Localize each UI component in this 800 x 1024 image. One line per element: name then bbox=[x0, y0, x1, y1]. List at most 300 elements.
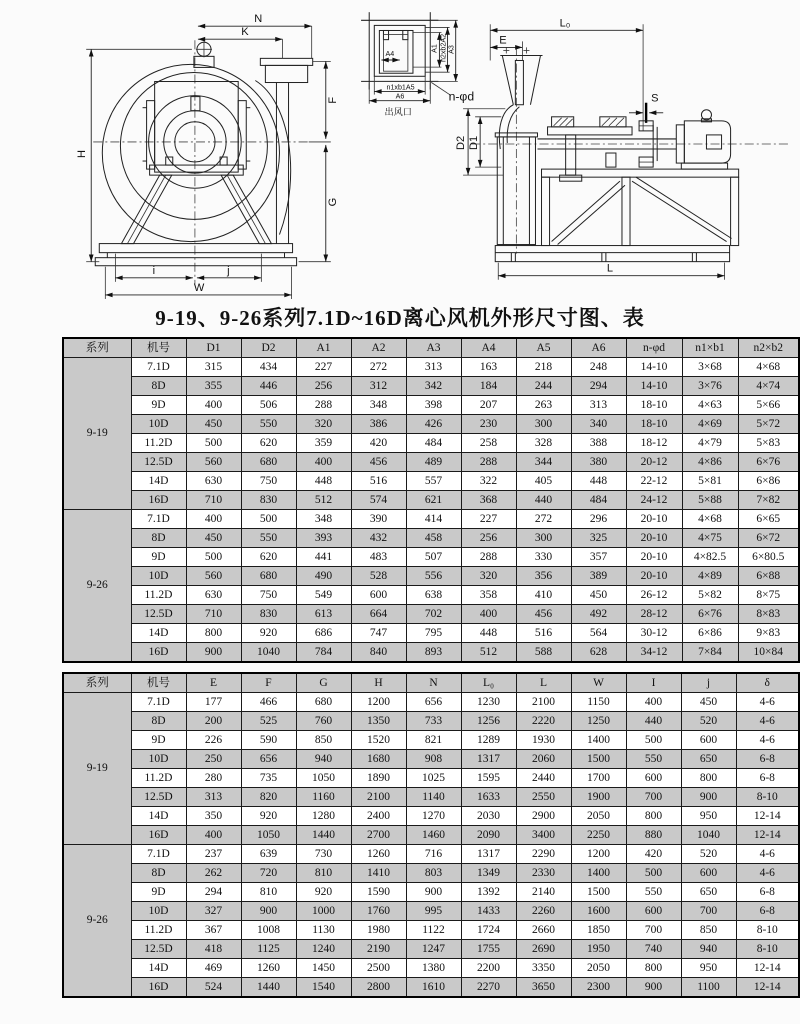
value-cell: 528 bbox=[351, 567, 406, 586]
value-cell: 6-8 bbox=[736, 750, 799, 769]
value-cell: 1760 bbox=[351, 902, 406, 921]
model-cell: 7.1D bbox=[131, 693, 186, 712]
model-cell: 16D bbox=[131, 978, 186, 998]
column-header: E bbox=[186, 673, 241, 693]
value-cell: 6×86 bbox=[682, 624, 738, 643]
value-cell: 4×82.5 bbox=[682, 548, 738, 567]
value-cell: 448 bbox=[571, 472, 626, 491]
value-cell: 14-10 bbox=[626, 358, 682, 377]
dim-label-a6: A6 bbox=[395, 92, 405, 101]
value-cell: 315 bbox=[186, 358, 241, 377]
table-row bbox=[63, 940, 799, 959]
value-cell: 483 bbox=[351, 548, 406, 567]
value-cell: 620 bbox=[241, 434, 296, 453]
table-row bbox=[63, 750, 799, 769]
table-row bbox=[63, 883, 799, 902]
value-cell: 2800 bbox=[351, 978, 406, 998]
value-cell: 12-14 bbox=[736, 826, 799, 845]
value-cell: 2400 bbox=[351, 807, 406, 826]
dim-label-d1: D1 bbox=[468, 135, 481, 150]
value-cell: 441 bbox=[296, 548, 351, 567]
value-cell: 294 bbox=[571, 377, 626, 396]
value-cell: 524 bbox=[186, 978, 241, 998]
value-cell: 489 bbox=[406, 453, 461, 472]
series-cell: 9-19 bbox=[63, 358, 131, 510]
table-row bbox=[63, 377, 799, 396]
value-cell: 735 bbox=[241, 769, 296, 788]
value-cell: 1460 bbox=[406, 826, 461, 845]
value-cell: 26-12 bbox=[626, 586, 682, 605]
value-cell: 432 bbox=[351, 529, 406, 548]
value-cell: 184 bbox=[461, 377, 516, 396]
value-cell: 163 bbox=[461, 358, 516, 377]
value-cell: 18-10 bbox=[626, 396, 682, 415]
value-cell: 10×84 bbox=[738, 643, 799, 663]
value-cell: 506 bbox=[241, 396, 296, 415]
column-header: H bbox=[351, 673, 406, 693]
table-row bbox=[63, 731, 799, 750]
value-cell: 1950 bbox=[571, 940, 626, 959]
column-header: A5 bbox=[516, 338, 571, 358]
model-cell: 7.1D bbox=[131, 845, 186, 864]
value-cell: 256 bbox=[461, 529, 516, 548]
column-header: n-φd bbox=[626, 338, 682, 358]
value-cell: 380 bbox=[571, 453, 626, 472]
model-cell: 7.1D bbox=[131, 510, 186, 529]
flange-dimensions-table-wrap bbox=[62, 337, 798, 663]
value-cell: 6-8 bbox=[736, 902, 799, 921]
table-row bbox=[63, 845, 799, 864]
value-cell: 564 bbox=[571, 624, 626, 643]
value-cell: 325 bbox=[571, 529, 626, 548]
model-cell: 14D bbox=[131, 472, 186, 491]
value-cell: 400 bbox=[186, 396, 241, 415]
value-cell: 2250 bbox=[571, 826, 626, 845]
value-cell: 3×76 bbox=[682, 377, 738, 396]
value-cell: 18-12 bbox=[626, 434, 682, 453]
value-cell: 630 bbox=[186, 586, 241, 605]
value-cell: 434 bbox=[241, 358, 296, 377]
fan-front-view-drawing bbox=[56, 4, 360, 306]
value-cell: 800 bbox=[186, 624, 241, 643]
value-cell: 8-10 bbox=[736, 940, 799, 959]
value-cell: 750 bbox=[241, 586, 296, 605]
model-cell: 10D bbox=[131, 415, 186, 434]
column-header: A3 bbox=[406, 338, 461, 358]
value-cell: 1610 bbox=[406, 978, 461, 998]
value-cell: 1930 bbox=[516, 731, 571, 750]
value-cell: 2090 bbox=[461, 826, 516, 845]
model-cell: 11.2D bbox=[131, 586, 186, 605]
value-cell: 313 bbox=[186, 788, 241, 807]
value-cell: 656 bbox=[241, 750, 296, 769]
value-cell: 389 bbox=[571, 567, 626, 586]
table-row bbox=[63, 959, 799, 978]
value-cell: 525 bbox=[241, 712, 296, 731]
table-row bbox=[63, 693, 799, 712]
value-cell: 330 bbox=[516, 548, 571, 567]
column-header: I bbox=[626, 673, 681, 693]
table-row bbox=[63, 396, 799, 415]
value-cell: 574 bbox=[351, 491, 406, 510]
value-cell: 628 bbox=[571, 643, 626, 663]
value-cell: 1755 bbox=[461, 940, 516, 959]
value-cell: 367 bbox=[186, 921, 241, 940]
value-cell: 600 bbox=[626, 902, 681, 921]
value-cell: 2100 bbox=[516, 693, 571, 712]
value-cell: 300 bbox=[516, 415, 571, 434]
value-cell: 328 bbox=[516, 434, 571, 453]
value-cell: 557 bbox=[406, 472, 461, 491]
value-cell: 450 bbox=[681, 693, 736, 712]
value-cell: 4×68 bbox=[682, 510, 738, 529]
table-row bbox=[63, 826, 799, 845]
outlet-caption: 出风口 bbox=[384, 106, 412, 117]
value-cell: 300 bbox=[516, 529, 571, 548]
model-cell: 8D bbox=[131, 712, 186, 731]
value-cell: 20-10 bbox=[626, 548, 682, 567]
value-cell: 450 bbox=[571, 586, 626, 605]
value-cell: 8×83 bbox=[738, 605, 799, 624]
value-cell: 900 bbox=[681, 788, 736, 807]
value-cell: 520 bbox=[681, 712, 736, 731]
value-cell: 1440 bbox=[241, 978, 296, 998]
value-cell: 359 bbox=[296, 434, 351, 453]
value-cell: 456 bbox=[516, 605, 571, 624]
value-cell: 22-12 bbox=[626, 472, 682, 491]
value-cell: 1700 bbox=[571, 769, 626, 788]
value-cell: 458 bbox=[406, 529, 461, 548]
value-cell: 4-6 bbox=[736, 712, 799, 731]
value-cell: 940 bbox=[296, 750, 351, 769]
value-cell: 450 bbox=[186, 415, 241, 434]
value-cell: 733 bbox=[406, 712, 461, 731]
table-row bbox=[63, 529, 799, 548]
value-cell: 800 bbox=[681, 769, 736, 788]
model-cell: 12.5D bbox=[131, 453, 186, 472]
value-cell: 710 bbox=[186, 491, 241, 510]
column-header: L₀ bbox=[461, 673, 516, 693]
value-cell: 356 bbox=[516, 567, 571, 586]
dim-label-l0: L₀ bbox=[559, 17, 571, 30]
column-header: 系列 bbox=[63, 338, 131, 358]
value-cell: 507 bbox=[406, 548, 461, 567]
value-cell: 1680 bbox=[351, 750, 406, 769]
value-cell: 700 bbox=[626, 921, 681, 940]
value-cell: 248 bbox=[571, 358, 626, 377]
value-cell: 1140 bbox=[406, 788, 461, 807]
dim-label-a4: A4 bbox=[385, 49, 395, 58]
value-cell: 2260 bbox=[516, 902, 571, 921]
value-cell: 492 bbox=[571, 605, 626, 624]
value-cell: 420 bbox=[626, 845, 681, 864]
value-cell: 820 bbox=[241, 788, 296, 807]
header-row bbox=[63, 338, 799, 358]
value-cell: 357 bbox=[571, 548, 626, 567]
table-row bbox=[63, 358, 799, 377]
value-cell: 340 bbox=[571, 415, 626, 434]
column-header: n2×b2 bbox=[738, 338, 799, 358]
value-cell: 830 bbox=[241, 605, 296, 624]
value-cell: 588 bbox=[516, 643, 571, 663]
table-row bbox=[63, 491, 799, 510]
value-cell: 1256 bbox=[461, 712, 516, 731]
value-cell: 446 bbox=[241, 377, 296, 396]
value-cell: 1890 bbox=[351, 769, 406, 788]
value-cell: 621 bbox=[406, 491, 461, 510]
value-cell: 4-6 bbox=[736, 731, 799, 750]
value-cell: 2290 bbox=[516, 845, 571, 864]
column-header: G bbox=[296, 673, 351, 693]
value-cell: 8×75 bbox=[738, 586, 799, 605]
dim-label-i: i bbox=[152, 264, 156, 277]
header-row bbox=[63, 673, 799, 693]
value-cell: 900 bbox=[626, 978, 681, 998]
model-cell: 8D bbox=[131, 529, 186, 548]
value-cell: 730 bbox=[296, 845, 351, 864]
column-header: 系列 bbox=[63, 673, 131, 693]
table-row bbox=[63, 567, 799, 586]
dim-label-a1: A1 bbox=[430, 44, 439, 53]
value-cell: 639 bbox=[241, 845, 296, 864]
value-cell: 784 bbox=[296, 643, 351, 663]
value-cell: 348 bbox=[296, 510, 351, 529]
value-cell: 686 bbox=[296, 624, 351, 643]
value-cell: 716 bbox=[406, 845, 461, 864]
value-cell: 320 bbox=[461, 567, 516, 586]
table-row bbox=[63, 605, 799, 624]
value-cell: 1600 bbox=[571, 902, 626, 921]
dim-label-j: j bbox=[227, 264, 230, 277]
value-cell: 2900 bbox=[516, 807, 571, 826]
value-cell: 1200 bbox=[351, 693, 406, 712]
value-cell: 400 bbox=[461, 605, 516, 624]
value-cell: 650 bbox=[681, 750, 736, 769]
value-cell: 1040 bbox=[681, 826, 736, 845]
value-cell: 5×88 bbox=[682, 491, 738, 510]
value-cell: 1247 bbox=[406, 940, 461, 959]
value-cell: 656 bbox=[406, 693, 461, 712]
dim-label-s: S bbox=[651, 92, 659, 105]
value-cell: 700 bbox=[681, 902, 736, 921]
value-cell: 795 bbox=[406, 624, 461, 643]
value-cell: 466 bbox=[241, 693, 296, 712]
value-cell: 288 bbox=[296, 396, 351, 415]
value-cell: 469 bbox=[186, 959, 241, 978]
value-cell: 322 bbox=[461, 472, 516, 491]
value-cell: 1980 bbox=[351, 921, 406, 940]
value-cell: 2270 bbox=[461, 978, 516, 998]
column-header: n1×b1 bbox=[682, 338, 738, 358]
value-cell: 355 bbox=[186, 377, 241, 396]
value-cell: 263 bbox=[516, 396, 571, 415]
value-cell: 556 bbox=[406, 567, 461, 586]
value-cell: 1850 bbox=[571, 921, 626, 940]
dim-label-f: F bbox=[326, 96, 339, 104]
value-cell: 5×83 bbox=[738, 434, 799, 453]
value-cell: 288 bbox=[461, 453, 516, 472]
value-cell: 500 bbox=[186, 548, 241, 567]
value-cell: 1200 bbox=[571, 845, 626, 864]
value-cell: 2060 bbox=[516, 750, 571, 769]
value-cell: 1500 bbox=[571, 883, 626, 902]
value-cell: 747 bbox=[351, 624, 406, 643]
value-cell: 405 bbox=[516, 472, 571, 491]
value-cell: 940 bbox=[681, 940, 736, 959]
value-cell: 244 bbox=[516, 377, 571, 396]
column-header: 机号 bbox=[131, 673, 186, 693]
column-header: A2 bbox=[351, 338, 406, 358]
value-cell: 549 bbox=[296, 586, 351, 605]
dim-label-n2b2a2: n2xb2A2 bbox=[439, 33, 448, 63]
value-cell: 258 bbox=[461, 434, 516, 453]
value-cell: 28-12 bbox=[626, 605, 682, 624]
value-cell: 830 bbox=[241, 491, 296, 510]
value-cell: 400 bbox=[186, 826, 241, 845]
value-cell: 426 bbox=[406, 415, 461, 434]
value-cell: 20-10 bbox=[626, 529, 682, 548]
value-cell: 500 bbox=[626, 864, 681, 883]
value-cell: 900 bbox=[186, 643, 241, 663]
table-row bbox=[63, 510, 799, 529]
value-cell: 237 bbox=[186, 845, 241, 864]
value-cell: 1240 bbox=[296, 940, 351, 959]
value-cell: 638 bbox=[406, 586, 461, 605]
value-cell: 1122 bbox=[406, 921, 461, 940]
dim-label-k: K bbox=[241, 26, 249, 39]
value-cell: 12-14 bbox=[736, 807, 799, 826]
value-cell: 1025 bbox=[406, 769, 461, 788]
model-cell: 14D bbox=[131, 959, 186, 978]
value-cell: 1440 bbox=[296, 826, 351, 845]
value-cell: 1100 bbox=[681, 978, 736, 998]
value-cell: 1380 bbox=[406, 959, 461, 978]
value-cell: 218 bbox=[516, 358, 571, 377]
value-cell: 4×74 bbox=[738, 377, 799, 396]
value-cell: 450 bbox=[186, 529, 241, 548]
value-cell: 18-10 bbox=[626, 415, 682, 434]
model-cell: 11.2D bbox=[131, 434, 186, 453]
value-cell: 418 bbox=[186, 940, 241, 959]
outline-dimensions-table-wrap bbox=[62, 672, 798, 998]
value-cell: 4×69 bbox=[682, 415, 738, 434]
value-cell: 9×83 bbox=[738, 624, 799, 643]
value-cell: 3350 bbox=[516, 959, 571, 978]
model-cell: 14D bbox=[131, 624, 186, 643]
value-cell: 288 bbox=[461, 548, 516, 567]
column-header: L bbox=[516, 673, 571, 693]
value-cell: 420 bbox=[351, 434, 406, 453]
value-cell: 920 bbox=[241, 624, 296, 643]
dim-label-l: L bbox=[606, 262, 614, 275]
value-cell: 6×65 bbox=[738, 510, 799, 529]
fan-side-view-drawing bbox=[453, 8, 800, 292]
value-cell: 550 bbox=[626, 750, 681, 769]
value-cell: 664 bbox=[351, 605, 406, 624]
model-cell: 10D bbox=[131, 567, 186, 586]
model-cell: 9D bbox=[131, 731, 186, 750]
value-cell: 8-10 bbox=[736, 921, 799, 940]
value-cell: 600 bbox=[351, 586, 406, 605]
series-cell: 9-26 bbox=[63, 845, 131, 998]
value-cell: 2190 bbox=[351, 940, 406, 959]
value-cell: 348 bbox=[351, 396, 406, 415]
value-cell: 2700 bbox=[351, 826, 406, 845]
value-cell: 900 bbox=[406, 883, 461, 902]
value-cell: 2050 bbox=[571, 807, 626, 826]
dim-label-d2: D2 bbox=[455, 135, 468, 150]
value-cell: 456 bbox=[351, 453, 406, 472]
value-cell: 1349 bbox=[461, 864, 516, 883]
value-cell: 600 bbox=[681, 864, 736, 883]
model-cell: 12.5D bbox=[131, 940, 186, 959]
value-cell: 6×86 bbox=[738, 472, 799, 491]
value-cell: 500 bbox=[186, 434, 241, 453]
value-cell: 880 bbox=[626, 826, 681, 845]
value-cell: 2200 bbox=[461, 959, 516, 978]
value-cell: 800 bbox=[626, 807, 681, 826]
value-cell: 1450 bbox=[296, 959, 351, 978]
value-cell: 1250 bbox=[571, 712, 626, 731]
dim-label-e: E bbox=[499, 34, 507, 47]
value-cell: 840 bbox=[351, 643, 406, 663]
value-cell: 1270 bbox=[406, 807, 461, 826]
value-cell: 4-6 bbox=[736, 864, 799, 883]
value-cell: 908 bbox=[406, 750, 461, 769]
series-cell: 9-19 bbox=[63, 693, 131, 845]
table-row bbox=[63, 415, 799, 434]
model-cell: 8D bbox=[131, 864, 186, 883]
value-cell: 6×80.5 bbox=[738, 548, 799, 567]
value-cell: 1000 bbox=[296, 902, 351, 921]
value-cell: 1900 bbox=[571, 788, 626, 807]
value-cell: 368 bbox=[461, 491, 516, 510]
model-cell: 8D bbox=[131, 377, 186, 396]
value-cell: 4-6 bbox=[736, 845, 799, 864]
value-cell: 680 bbox=[296, 693, 351, 712]
value-cell: 950 bbox=[681, 807, 736, 826]
value-cell: 358 bbox=[461, 586, 516, 605]
value-cell: 4×86 bbox=[682, 453, 738, 472]
value-cell: 512 bbox=[296, 491, 351, 510]
table-row bbox=[63, 472, 799, 491]
series-cell: 9-26 bbox=[63, 510, 131, 663]
value-cell: 2220 bbox=[516, 712, 571, 731]
model-cell: 16D bbox=[131, 643, 186, 663]
value-cell: 500 bbox=[626, 731, 681, 750]
column-header: W bbox=[571, 673, 626, 693]
value-cell: 272 bbox=[516, 510, 571, 529]
value-cell: 448 bbox=[461, 624, 516, 643]
value-cell: 1150 bbox=[571, 693, 626, 712]
value-cell: 550 bbox=[241, 529, 296, 548]
value-cell: 313 bbox=[571, 396, 626, 415]
value-cell: 294 bbox=[186, 883, 241, 902]
value-cell: 398 bbox=[406, 396, 461, 415]
value-cell: 4×63 bbox=[682, 396, 738, 415]
dim-label-bolt-holes: n-φd bbox=[448, 89, 475, 104]
value-cell: 550 bbox=[241, 415, 296, 434]
value-cell: 344 bbox=[516, 453, 571, 472]
value-cell: 1410 bbox=[351, 864, 406, 883]
value-cell: 3×68 bbox=[682, 358, 738, 377]
value-cell: 650 bbox=[681, 883, 736, 902]
value-cell: 327 bbox=[186, 902, 241, 921]
value-cell: 2550 bbox=[516, 788, 571, 807]
value-cell: 1280 bbox=[296, 807, 351, 826]
value-cell: 34-12 bbox=[626, 643, 682, 663]
value-cell: 4×75 bbox=[682, 529, 738, 548]
